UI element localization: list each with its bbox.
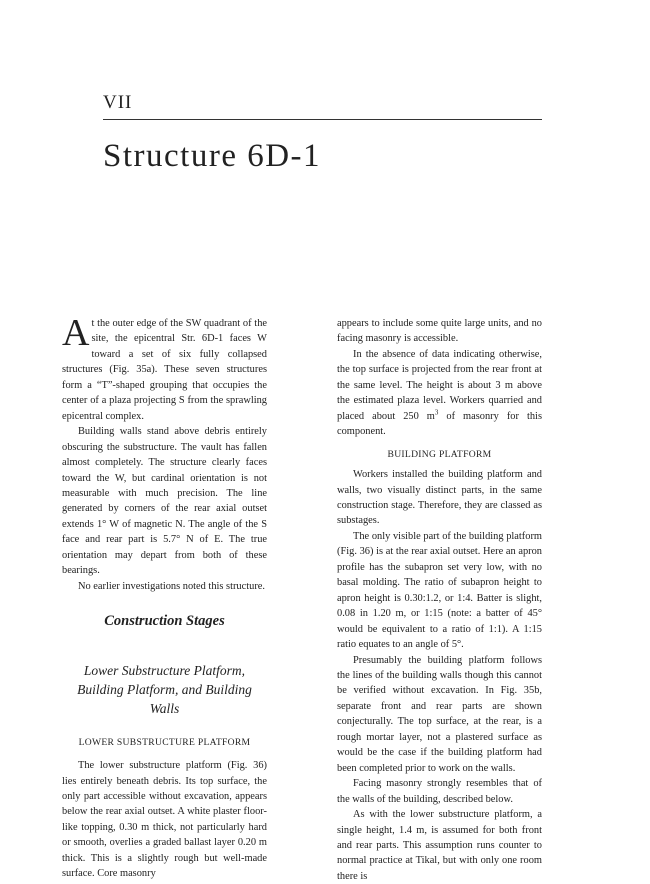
header-rule: [103, 119, 542, 120]
paragraph: [337, 347, 542, 440]
drop-cap: A: [62, 312, 90, 354]
section-heading: Construction Stages: [104, 613, 225, 630]
paragraph: appears to include some quite large units, and no facing masonry is accessible.: [337, 318, 542, 345]
chapter-title: Structure 6D-1: [103, 138, 322, 174]
paragraph: The only visible part of the building platform (Fig. 36) is at the rear axial outset. Here an apron profile has the subapron set very low, with no basal molding. The ratio of subapron height to apron height is 0.30:1.2, or 1:4. Batter is slight, 0.08 in 1.20 m, or 1:15 (note: a batter of 45° would be equivalent to a ratio of 1:1). A 1:15 ratio equates to an angle of 5°.: [337, 530, 542, 651]
chapter-number: VII: [103, 92, 133, 113]
paragraph: As with the lower substructure platform, a single height, 1.4 m, is assumed for both front and rear parts. This assumption runs counter to normal practice at Tikal, but with only one room there is: [337, 809, 542, 882]
paragraph: Facing masonry strongly resembles that of the walls of the building, described below.: [337, 778, 542, 805]
subsection-heading: Lower Substructure Platform, Building Platform, and Building Walls: [77, 662, 252, 716]
paragraph: Presumably the building platform follows the lines of the building walls though this cannot be verified without excavation. In Fig. 35b, separate front and rear parts are shown conjecturally. The top surface, at the rear, is a rough mortar layer, not a plastered surface as would be the case if the building platform had been completed prior to work on the walls.: [337, 654, 542, 774]
sub-subsection-heading: LOWER SUBSTRUCTURE PLATFORM: [78, 736, 251, 748]
sub-subsection-heading: BUILDING PLATFORM: [387, 448, 492, 460]
right-column: [337, 316, 542, 884]
superscript: 3: [434, 408, 439, 417]
paragraph-text: t the outer edge of the SW quadrant of the site, the epicentral Str. 6D-1 faces W toward a set of six fully collapsed structures (Fig. 35a). These seven structures form a “T”-shaped grouping that occupies the center of a plaza projecting S from the sprawling epicentral complex.: [62, 318, 267, 422]
paragraph-text: In the absence of data indicating otherwise, the top surface is projected from the rear front at the same level. The height is about 3 m above the estimated plaza level. Workers quarried and placed about 250 m: [337, 348, 542, 422]
paragraph: The lower substructure platform (Fig. 36) lies entirely beneath debris. Its top surface, the only part accessible without excavation, appears below the rear axial outset. A white plaster floor-like topping, 0.30 m thick, not particularly hard or smooth, overlies a graded ballast layer 0.20 m thick. This is a slightly rough but well-made surface. Core masonry: [62, 760, 267, 880]
paragraph: Workers installed the building platform and walls, two visually distinct parts, in the same construction stage. Therefore, they are classed as substages.: [337, 469, 542, 527]
paragraph-text: of masonry for this component.: [337, 410, 542, 438]
left-column: [62, 312, 267, 882]
paragraph: No earlier investigations noted this structure.: [78, 580, 265, 592]
paragraph: [62, 312, 267, 424]
paragraph: Building walls stand above debris entirely obscuring the substructure. The vault has fallen almost completely. The structure clearly faces toward the W, but cardinal orientation is not measurable with much precision. The line generated by corners of the rear axial outset extends 1° W of magnetic N. The angle of the S face and rear part is 5.7° N of E. The true orientation may depart from both of these bearings.: [62, 426, 267, 577]
